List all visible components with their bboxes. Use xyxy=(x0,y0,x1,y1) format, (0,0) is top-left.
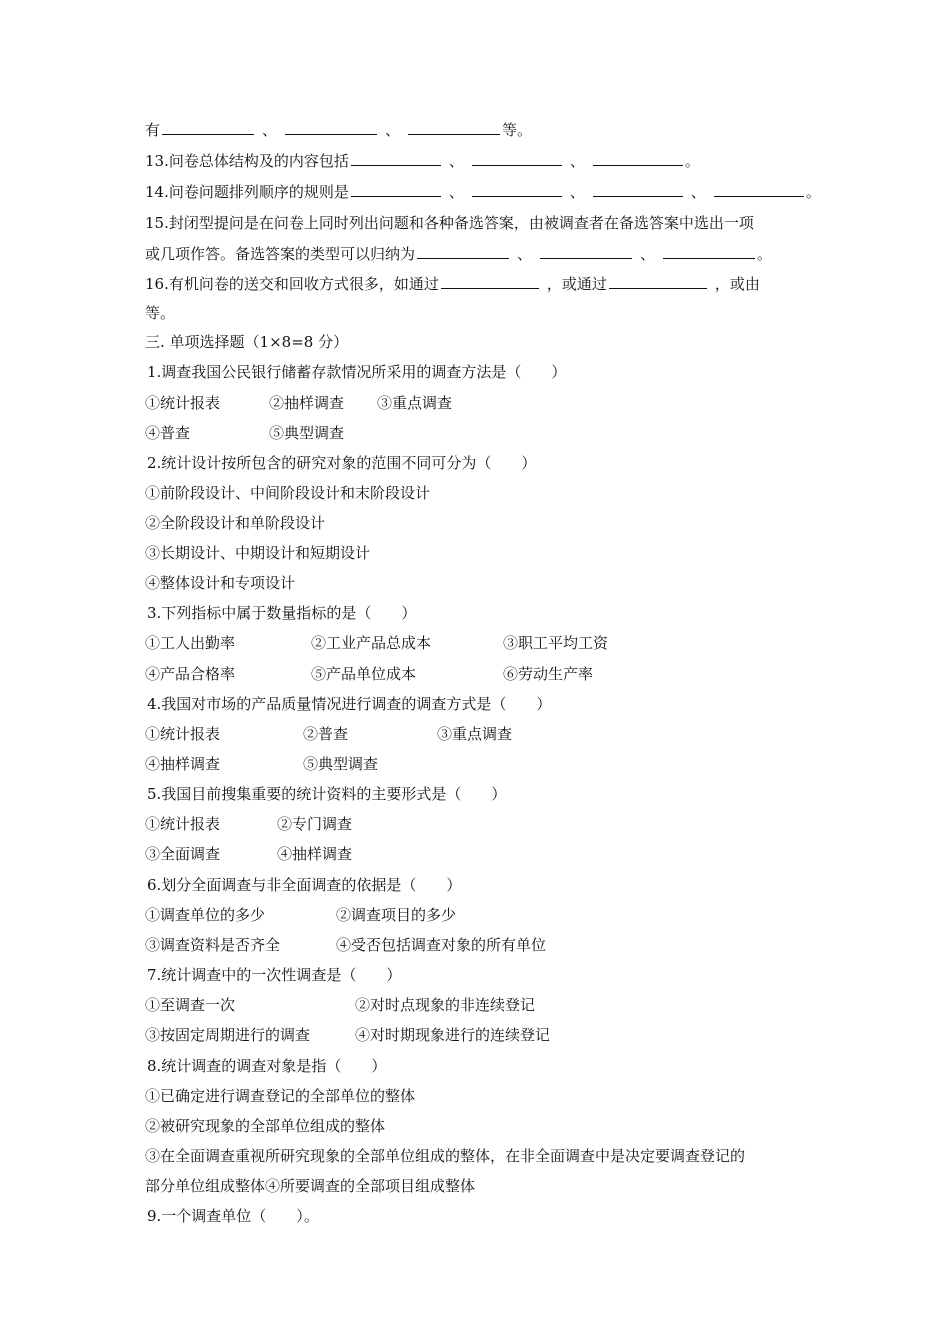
q2-stem: 2.统计设计按所包含的研究对象的范围不同可分为（ ） xyxy=(147,454,537,472)
blank-field[interactable] xyxy=(417,244,509,259)
option[interactable]: ③重点调查 xyxy=(437,725,513,743)
option[interactable]: ①调查单位的多少 xyxy=(145,906,266,924)
q8-stem: 8.统计调查的调查对象是指（ ） xyxy=(147,1057,387,1075)
blank-field[interactable] xyxy=(593,182,683,197)
option[interactable]: ⑤典型调查 xyxy=(269,424,345,442)
option[interactable]: ①已确定进行调查登记的全部单位的整体 xyxy=(145,1087,416,1105)
option[interactable]: ④受否包括调查对象的所有单位 xyxy=(336,936,547,954)
option[interactable]: ②对时点现象的非连续登记 xyxy=(355,996,536,1014)
option[interactable]: ②抽样调查 xyxy=(269,394,345,412)
option[interactable]: ④对时期现象进行的连续登记 xyxy=(355,1026,551,1044)
q1-stem: 1.调查我国公民银行储蓄存款情况所采用的调查方法是（ ） xyxy=(147,363,567,381)
blank-field[interactable] xyxy=(472,182,562,197)
option[interactable]: ①前阶段设计、中间阶段设计和末阶段设计 xyxy=(145,484,431,502)
blank-field[interactable] xyxy=(351,182,441,197)
blank-field[interactable] xyxy=(609,274,707,289)
option[interactable]: ③长期设计、中期设计和短期设计 xyxy=(145,544,371,562)
option[interactable]: ①统计报表 xyxy=(145,725,221,743)
option[interactable]: ②被研究现象的全部单位组成的整体 xyxy=(145,1117,386,1135)
q7-stem: 7.统计调查中的一次性调查是（ ） xyxy=(147,966,402,984)
q3-stem: 3.下列指标中属于数量指标的是（ ） xyxy=(147,604,417,622)
option[interactable]: ⑤产品单位成本 xyxy=(311,665,417,683)
q14-line: 14.问卷问题排列顺序的规则是 、 、 、 。 xyxy=(145,183,821,201)
q14-prefix: 14.问卷问题排列顺序的规则是 xyxy=(145,183,349,201)
option[interactable]: ④抽样调查 xyxy=(277,845,353,863)
q13-line: 13.问卷总体结构及的内容包括 、 、 。 xyxy=(145,152,700,170)
blank-field[interactable] xyxy=(162,120,254,135)
option[interactable]: ③重点调查 xyxy=(377,394,453,412)
option[interactable]: ②专门调查 xyxy=(277,815,353,833)
q13-prefix: 13.问卷总体结构及的内容包括 xyxy=(145,152,349,170)
blank-field[interactable] xyxy=(441,274,539,289)
q16-line2: 等。 xyxy=(145,304,176,322)
option[interactable]: ④普查 xyxy=(145,424,191,442)
q15-line1: 15.封闭型提问是在问卷上同时列出问题和各种备选答案，由被调查者在备选答案中选出一项 xyxy=(145,214,754,232)
option[interactable]: ④整体设计和专项设计 xyxy=(145,574,296,592)
option[interactable]: ①至调查一次 xyxy=(145,996,236,1014)
option[interactable]: ⑤典型调查 xyxy=(303,755,379,773)
option[interactable]: ②全阶段设计和单阶段设计 xyxy=(145,514,326,532)
option[interactable]: ②普查 xyxy=(303,725,349,743)
option-continued[interactable]: 部分单位组成整体④所要调查的全部项目组成整体 xyxy=(145,1177,476,1195)
option[interactable]: ③按固定周期进行的调查 xyxy=(145,1026,311,1044)
blank-field[interactable] xyxy=(408,120,500,135)
blank-field[interactable] xyxy=(285,120,377,135)
option[interactable]: ③全面调查 xyxy=(145,845,221,863)
blank-field[interactable] xyxy=(540,244,632,259)
q16-line1: 16.有机问卷的送交和回收方式很多，如通过 ，或通过 ，或由 xyxy=(145,275,760,293)
option[interactable]: ①统计报表 xyxy=(145,815,221,833)
blank-field[interactable] xyxy=(472,151,562,166)
option[interactable]: ⑥劳动生产率 xyxy=(503,665,594,683)
q12-prefix: 有 xyxy=(145,121,161,139)
q9-stem: 9.一个调查单位（ ）。 xyxy=(147,1207,319,1225)
blank-field[interactable] xyxy=(714,182,804,197)
q6-stem: 6.划分全面调查与非全面调查的依据是（ ） xyxy=(147,876,462,894)
option[interactable]: ①工人出勤率 xyxy=(145,634,236,652)
option[interactable]: ①统计报表 xyxy=(145,394,221,412)
q15-line2: 或几项作答。备选答案的类型可以归纳为 、 、 。 xyxy=(145,245,773,263)
option[interactable]: ③在全面调查重视所研究现象的全部单位组成的整体，在非全面调查中是决定要调查登记的 xyxy=(145,1147,746,1165)
blank-field[interactable] xyxy=(593,151,683,166)
section-title: 三. 单项选择题（1×8=8 分） xyxy=(145,333,349,351)
option[interactable]: ②调查项目的多少 xyxy=(336,906,457,924)
q12-line: 有 、 、 等。 xyxy=(145,121,533,139)
option[interactable]: ④抽样调查 xyxy=(145,755,221,773)
q4-stem: 4.我国对市场的产品质量情况进行调查的调查方式是（ ） xyxy=(147,695,552,713)
option[interactable]: ②工业产品总成本 xyxy=(311,634,432,652)
option[interactable]: ④产品合格率 xyxy=(145,665,236,683)
q5-stem: 5.我国目前搜集重要的统计资料的主要形式是（ ） xyxy=(147,785,507,803)
blank-field[interactable] xyxy=(351,151,441,166)
option[interactable]: ③职工平均工资 xyxy=(503,634,609,652)
option[interactable]: ③调查资料是否齐全 xyxy=(145,936,281,954)
blank-field[interactable] xyxy=(663,244,755,259)
